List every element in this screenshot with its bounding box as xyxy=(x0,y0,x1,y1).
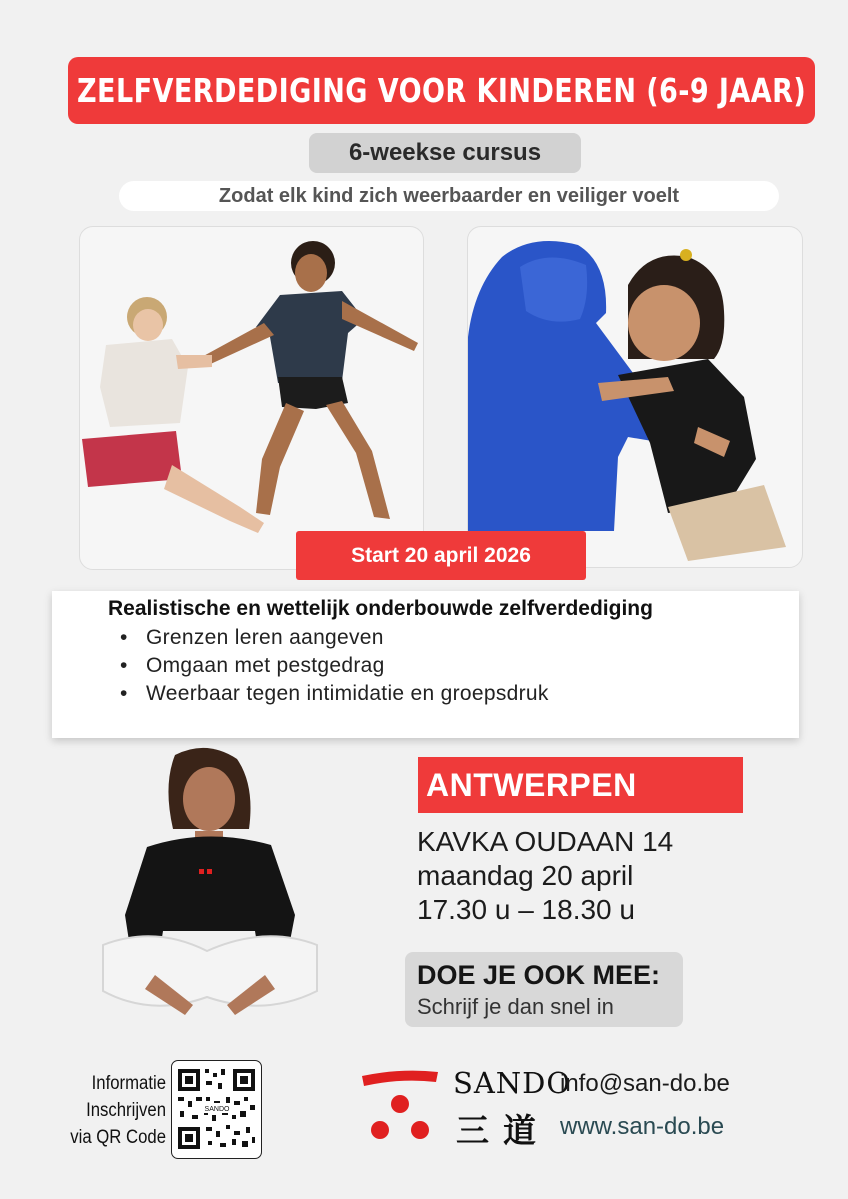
qr-logo-text: SANDO xyxy=(204,1106,230,1113)
instructor-photo xyxy=(95,745,325,1035)
venue-address: KAVKA OUDAAN 14 xyxy=(417,826,674,857)
city-banner: ANTWERPEN xyxy=(418,757,743,813)
session-time: 17.30 u – 18.30 u xyxy=(417,894,635,925)
list-item: • Omgaan met pestgedrag xyxy=(120,654,385,677)
course-duration-badge: 6-weekse cursus xyxy=(309,133,581,173)
cta-title: DOE JE OOK MEE: xyxy=(417,960,661,990)
brand-kanji: 三道 xyxy=(456,1111,550,1150)
list-item: • Weerbaar tegen intimidatie en groepsdruk xyxy=(120,682,549,705)
cta-subtitle: Schrijf je dan snel in xyxy=(417,994,614,1019)
brand-name: SANDO xyxy=(453,1066,572,1100)
list-item: • Grenzen leren aangeven xyxy=(120,626,384,649)
sando-logo-mark xyxy=(360,1068,440,1148)
photo-children-grappling xyxy=(467,226,803,568)
venue-details xyxy=(417,825,673,927)
tagline: Zodat elk kind zich weerbaarder en veiliger voelt xyxy=(119,181,779,211)
contact-email-link[interactable]: info@san-do.be xyxy=(560,1070,730,1097)
start-date-badge: Start 20 april 2026 xyxy=(296,531,586,580)
website-link[interactable]: www.san-do.be xyxy=(560,1113,725,1140)
title-banner xyxy=(68,57,815,124)
info-heading: Realistische en wettelijk onderbouwde zelfverdediging xyxy=(108,597,653,620)
page-title: ZELFVERDEDIGING VOOR KINDEREN (6-9 JAAR) xyxy=(76,71,807,110)
qr-label: Informatie Inschrijven via QR Code xyxy=(70,1073,166,1148)
session-date: maandag 20 april xyxy=(417,860,634,891)
photo-children-sparring xyxy=(79,226,424,570)
info-bullet-list xyxy=(120,624,549,708)
qr-code[interactable] xyxy=(171,1060,262,1159)
